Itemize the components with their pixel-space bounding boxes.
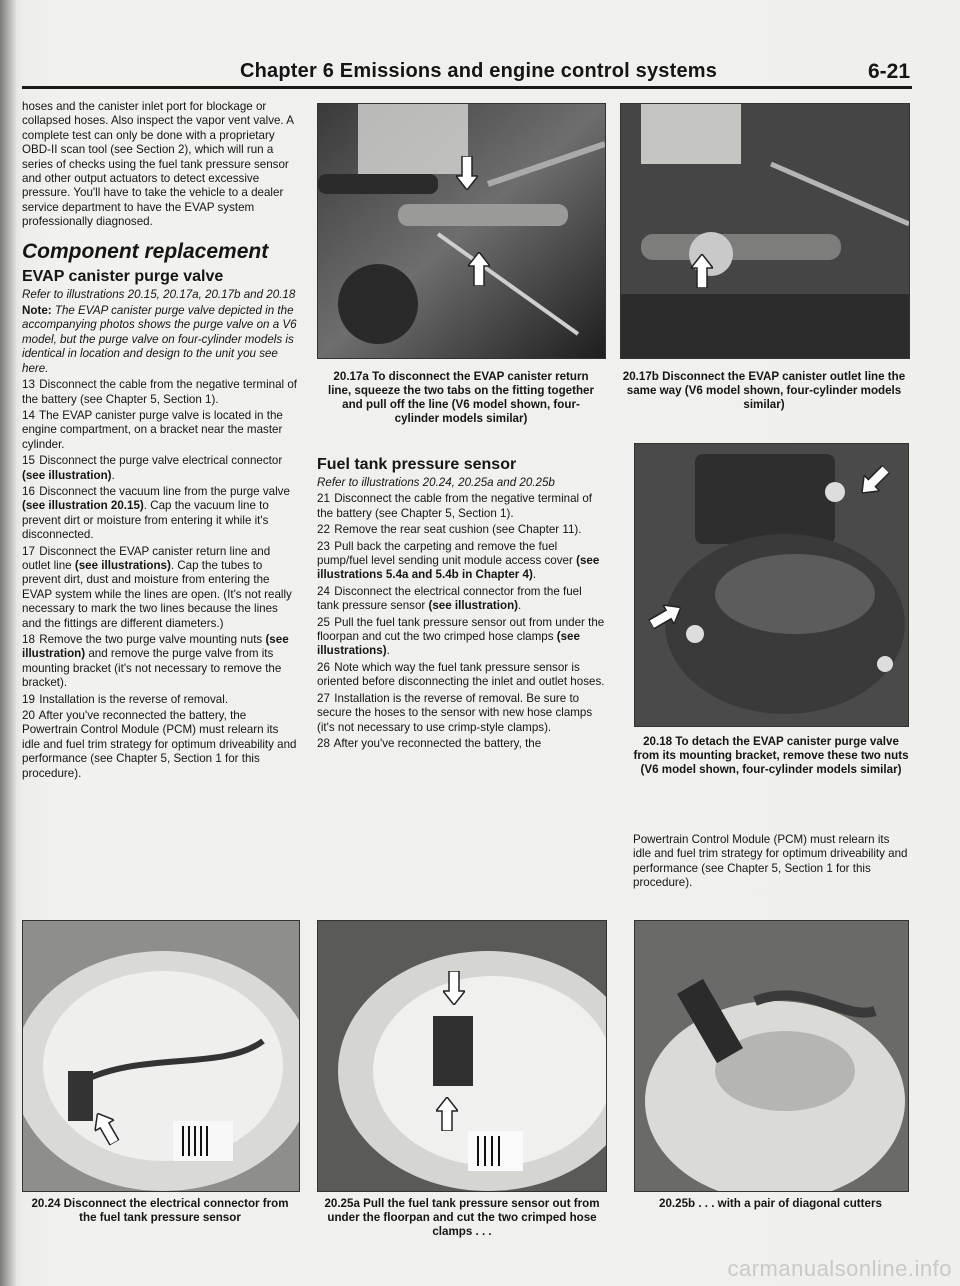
step-paragraph: [22, 485, 298, 543]
step-text: After you've reconnected the battery, the: [333, 736, 542, 750]
step-text: Installation is the reverse of removal. Be sure to secure the hoses to the sensor with new hose clamps (it's not necessary to use crimp-style clamps).: [317, 691, 593, 734]
photo-image: [318, 104, 605, 358]
photo-20-24: [22, 920, 300, 1192]
step-number: 17: [22, 544, 35, 558]
step-text-cont: . Cap the vacuum line to prevent dirt or moisture from entering it while it's disconnected.: [22, 499, 269, 542]
caption-20-17a: 20.17a To disconnect the EVAP canister return line, squeeze the two tabs on the fitting together and pull off the line (V6 model shown, four-cylinder models similar): [327, 370, 595, 425]
right-continuation: Powertrain Control Module (PCM) must relearn its idle and fuel trim strategy for optimum driveability and performance (see Chapter 5, Section 1 for this procedure).: [633, 833, 908, 890]
intro-paragraph: hoses and the canister inlet port for blockage or collapsed hoses. Also inspect the vapor vent valve. A complete test can only be done with a proprietary OBD-II scan tool (see Section 2), which will run a series of checks using the fuel tank pressure sensor and other output actuators to detect excessive pressure. You'll have to take the vehicle to a dealer service department to have the EVAP system professionally diagnosed.: [22, 100, 294, 229]
right-column-text: [633, 833, 909, 893]
step-text: Disconnect the vacuum line from the purge valve: [39, 484, 290, 498]
step-text: After you've reconnected the battery, the Powertrain Control Module (PCM) must relearn its idle and fuel trim strategy for optimum driveability and performance (see Chapter 5, Section 1 for this procedure).: [22, 709, 297, 780]
step-text-cont: . Cap the tubes to prevent dirt, dust and moisture from entering the EVAP system while the lines are open. (It's not really necessary to mark the two lines because the lines and the fittings are different diameters.): [22, 558, 292, 630]
arrow-up-icon: [691, 254, 713, 288]
step-number: 21: [317, 492, 330, 506]
step-text: Disconnect the electrical connector from the fuel tank pressure sensor: [317, 584, 582, 613]
step-paragraph: [22, 545, 298, 631]
step-paragraph: [317, 540, 605, 583]
step-number: 23: [317, 539, 330, 553]
note-text: The EVAP canister purge valve depicted in the accompanying photos shows the purge valve on a V6 model, but the purge valve on four-cylinder models is identical in location and design to the unit you see here.: [22, 304, 297, 375]
arrow-down-icon: [456, 156, 478, 190]
page-number: 6-21: [867, 60, 910, 83]
note-paragraph: [22, 304, 298, 376]
left-column: [22, 100, 298, 783]
photo-20-17a: [317, 103, 606, 359]
step-illustration-ref: (see illustration): [428, 599, 519, 613]
page-header: [240, 60, 910, 86]
step-text: Disconnect the cable from the negative terminal of the battery (see Chapter 5, Section 1).: [317, 492, 593, 520]
reference-line: Refer to illustrations 20.15, 20.17a, 20.17b and 20.18: [22, 287, 296, 301]
arrow-down-icon: [443, 971, 465, 1005]
step-paragraph: [22, 709, 298, 781]
step-paragraph: [22, 454, 298, 483]
step-paragraph: [317, 585, 605, 614]
step-paragraph: [22, 378, 298, 407]
arrow-up-icon: [436, 1097, 458, 1131]
photo-image: [23, 921, 299, 1191]
step-illustration-ref: (see illustrations 5.4a and 5.4b in Chapter 4): [317, 554, 600, 582]
middle-column: [317, 452, 605, 753]
photo-image: [318, 921, 606, 1191]
step-paragraph: [317, 492, 605, 521]
step-text-cont: .: [111, 468, 115, 482]
step-number: 18: [22, 633, 35, 646]
step-text-cont: .: [386, 644, 390, 658]
chapter-title: Chapter 6 Emissions and engine control systems: [240, 60, 718, 82]
step-number: 28: [317, 736, 330, 750]
header-rule: [22, 86, 912, 89]
step-paragraph: [317, 523, 605, 537]
step-text: Remove the two purge valve mounting nuts: [39, 633, 266, 646]
step-number: 14: [22, 408, 35, 422]
step-number: 26: [317, 660, 330, 674]
step-paragraph: [22, 409, 298, 452]
step-illustration-ref: (see illustration): [22, 468, 112, 482]
caption-20-25b: 20.25b . . . with a pair of diagonal cutters: [659, 1197, 882, 1210]
photo-20-17b: [620, 103, 910, 359]
photo-image: [621, 104, 909, 358]
arrow-up-icon: [468, 252, 490, 286]
step-text: Disconnect the EVAP canister return line and outlet line: [22, 544, 271, 572]
photo-20-25a: [317, 920, 607, 1192]
step-text-cont: .: [532, 568, 537, 582]
caption-20-18: 20.18 To detach the EVAP canister purge valve from its mounting bracket, remove these two nuts (V6 model shown, four-cylinder models similar): [633, 735, 909, 776]
fuel-tank-section-title: Fuel tank pressure sensor: [317, 456, 517, 473]
step-paragraph: [317, 661, 605, 690]
photo-image: [635, 921, 908, 1191]
step-number: 16: [22, 484, 35, 498]
step-text: Disconnect the cable from the negative terminal of the battery (see Chapter 5, Section 1).: [22, 378, 298, 406]
step-illustration-ref: (see illustrations): [74, 558, 171, 572]
step-illustration-ref: (see illustrations): [317, 630, 580, 658]
step-illustration-ref: (see illustration 20.15): [22, 499, 144, 513]
step-number: 27: [317, 691, 330, 705]
photo-20-18: [634, 443, 909, 727]
caption-20-25a: 20.25a Pull the fuel tank pressure sensor out from under the floorpan and cut the two crimped hose clamps . . .: [324, 1197, 600, 1238]
left-steps: [22, 378, 298, 781]
section-title: Component replacement: [22, 239, 269, 263]
step-text: The EVAP canister purge valve is located in the engine compartment, on a bracket near the master cylinder.: [22, 408, 283, 451]
step-text: Disconnect the purge valve electrical connector: [39, 454, 283, 468]
step-text: Note which way the fuel tank pressure sensor is oriented before disconnecting the inlet and outlet hoses.: [317, 660, 605, 689]
mid-steps: [317, 492, 605, 751]
photo-20-25b: [634, 920, 909, 1192]
step-text: Remove the rear seat cushion (see Chapter 11).: [334, 523, 582, 537]
caption-20-24: 20.24 Disconnect the electrical connector from the fuel tank pressure sensor: [31, 1197, 289, 1224]
step-paragraph: [22, 693, 298, 707]
mid-reference-line: Refer to illustrations 20.24, 20.25a and 20.25b: [317, 476, 555, 489]
watermark-url: carmanualsonline.info: [727, 1256, 952, 1281]
step-text: Installation is the reverse of removal.: [39, 692, 229, 706]
step-number: 15: [22, 454, 35, 468]
book-spine-shadow: [0, 0, 16, 1286]
step-number: 22: [317, 523, 330, 537]
step-number: 19: [22, 692, 35, 706]
step-illustration-ref: (see illustration): [22, 633, 289, 661]
step-text: Pull back the carpeting and remove the fuel pump/fuel level sending unit module access cover: [317, 539, 577, 568]
step-number: 24: [317, 584, 330, 598]
note-label: Note:: [22, 304, 52, 318]
step-text-cont: .: [518, 599, 522, 613]
step-paragraph: [22, 633, 298, 691]
step-text: Pull the fuel tank pressure sensor out from under the floorpan and cut the two crimped hose clamps: [317, 615, 605, 644]
step-number: 13: [22, 378, 35, 392]
step-paragraph: [317, 692, 605, 735]
caption-20-17b: 20.17b Disconnect the EVAP canister outlet line the same way (V6 model shown, four-cylinder models similar): [622, 370, 906, 411]
step-text-cont: and remove the purge valve from its mounting bracket (it's not necessary to remove the bracket).: [22, 647, 282, 690]
subsection-title: EVAP canister purge valve: [22, 267, 224, 285]
step-paragraph: [317, 737, 605, 751]
step-paragraph: [317, 616, 605, 659]
step-number: 20: [22, 709, 35, 723]
step-number: 25: [317, 615, 330, 629]
